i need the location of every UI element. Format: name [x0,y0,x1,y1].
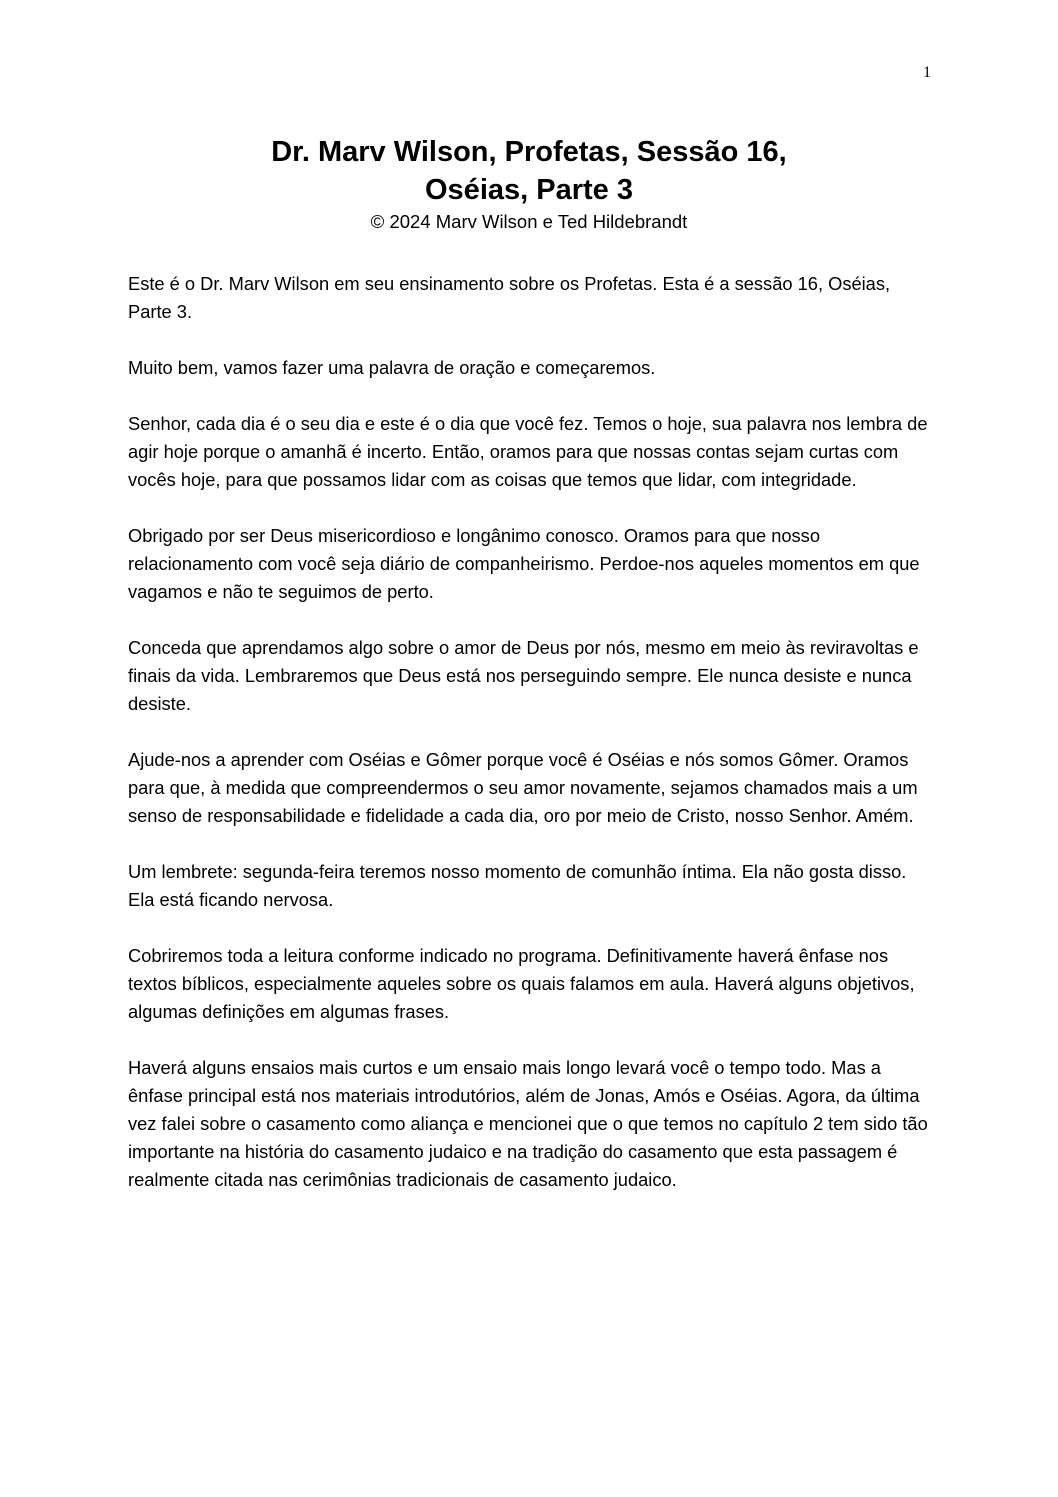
paragraph: Senhor, cada dia é o seu dia e este é o dia que você fez. Temos o hoje, sua palavra nos lembra de agir hoje porque o amanhã é incerto. Então, oramos para que nossas contas sejam curtas com vocês hoje, para que possamos lidar com as coisas que temos que lidar, com integridade. [128,413,928,490]
page-number: 1 [923,64,931,81]
document-title [0,133,1058,209]
paragraph: Conceda que aprendamos algo sobre o amor de Deus por nós, mesmo em meio às reviravoltas e finais da vida. Lembraremos que Deus está nos perseguindo sempre. Ele nunca desiste e nunca desiste. [128,637,919,714]
paragraph: Haverá alguns ensaios mais curtos e um ensaio mais longo levará você o tempo todo. Mas a ênfase principal está nos materiais introdutórios, além de Jonas, Amós e Oséias. Agora, da última vez falei sobre o casamento como aliança e mencionei que o que temos no capítulo 2 tem sido tão importante na história do casamento judaico e na tradição do casamento que esta passagem é realmente citada nas cerimônias tradicionais de casamento judaico. [128,1057,928,1190]
document-header [0,133,1058,234]
paragraph: Muito bem, vamos fazer uma palavra de oração e começaremos. [128,357,656,378]
paragraph: Um lembrete: segunda-feira teremos nosso momento de comunhão íntima. Ela não gosta disso. Ela está ficando nervosa. [128,861,907,910]
title-line-2: Oséias, Parte 3 [425,174,633,206]
paragraph: Este é o Dr. Marv Wilson em seu ensinamento sobre os Profetas. Esta é a sessão 16, Oséias, Parte 3. [128,273,891,322]
paragraph: Ajude-nos a aprender com Oséias e Gômer porque você é Oséias e nós somos Gômer. Oramos para que, à medida que compreendermos o seu amor novamente, sejamos chamados mais a um senso de responsabilidade e fidelidade a cada dia, oro por meio de Cristo, nosso Senhor. Amém. [128,749,918,826]
title-line-1: Dr. Marv Wilson, Profetas, Sessão 16, [271,136,787,168]
paragraph: Obrigado por ser Deus misericordioso e longânimo conosco. Oramos para que nosso relacionamento com você seja diário de companheirismo. Perdoe-nos aqueles momentos em que vagamos e não te seguimos de perto. [128,525,920,602]
paragraph: Cobriremos toda a leitura conforme indicado no programa. Definitivamente haverá ênfase nos textos bíblicos, especialmente aqueles sobre os quais falamos em aula. Haverá alguns objetivos, algumas definições em algumas frases. [128,945,915,1022]
copyright-notice: © 2024 Marv Wilson e Ted Hildebrandt [370,211,688,232]
document-body [128,270,928,1222]
